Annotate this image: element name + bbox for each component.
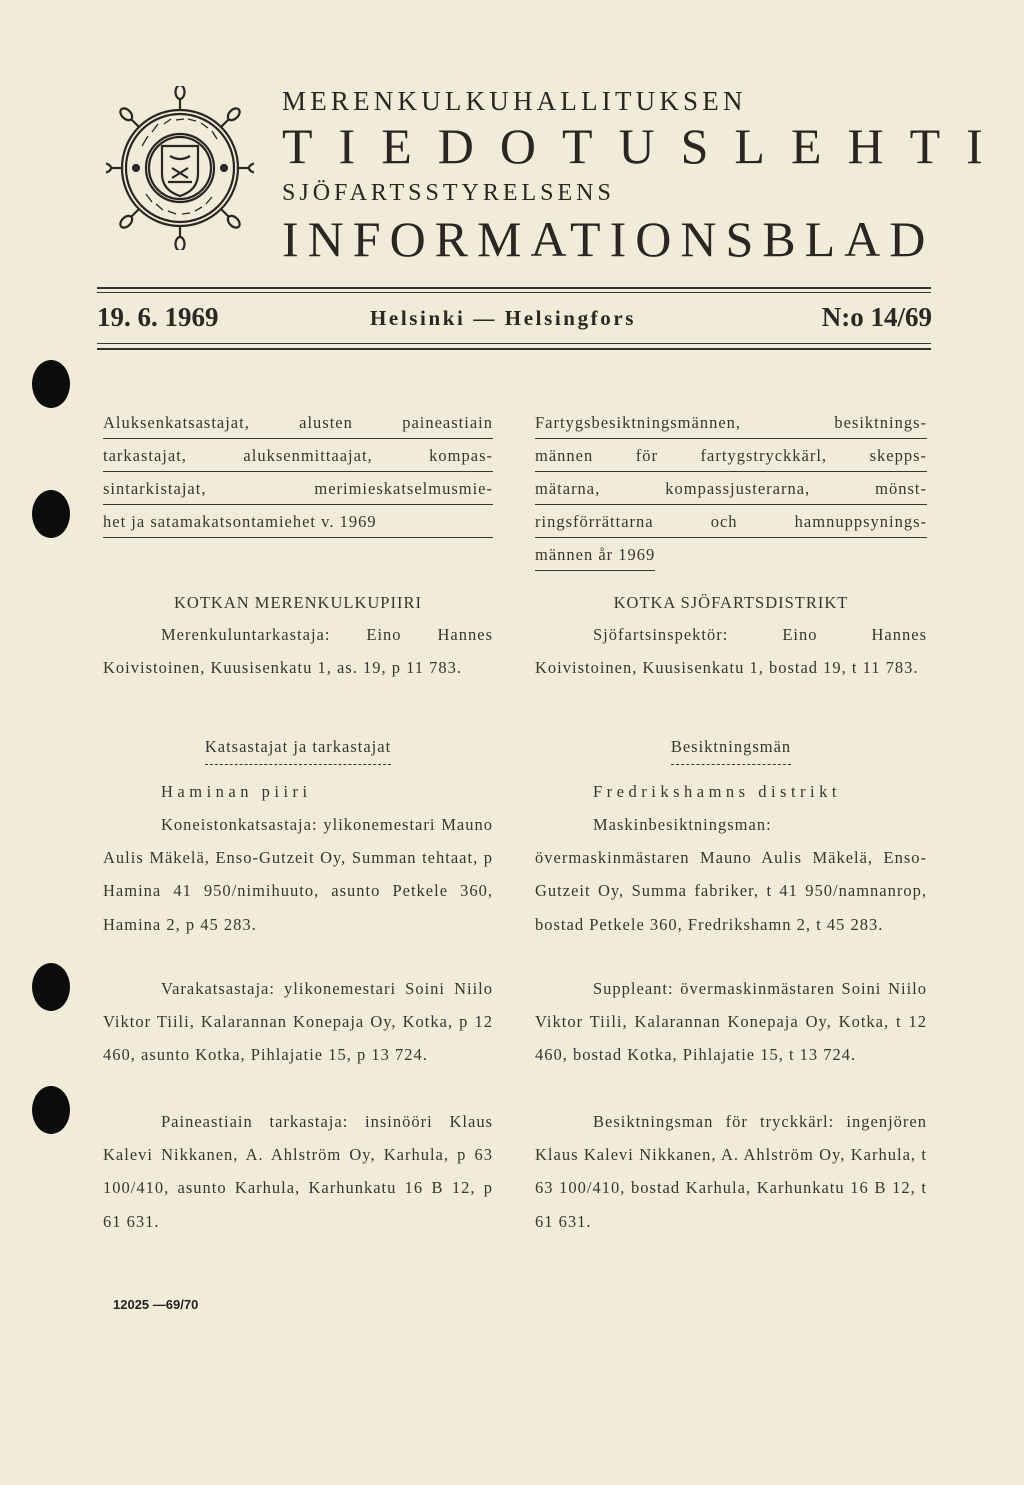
masthead-title-sv: INFORMATIONSBLAD (282, 211, 935, 267)
heading-line: ringsförrättarna och hamnuppsynings- (535, 505, 927, 538)
ship-wheel-seal-icon (106, 86, 254, 250)
subdistrict-title: Haminan piiri (161, 782, 312, 801)
divider (97, 292, 931, 293)
masthead-line-1: MERENKULKUHALLITUKSEN (282, 86, 747, 116)
entry-paragraph: Varakatsastaja: ylikonemestari Soini Niilo Viktor Tiili, Kalarannan Konepaja Oy, Kotka, p 12 460, asunto Kotka, Pihlajatie 15, p 13 724. (103, 979, 493, 1065)
subheading-text: Katsastajat ja tarkastajat (205, 732, 391, 765)
subheading (103, 732, 493, 765)
entry-paragraph: Suppleant: övermaskinmästaren Soini Niilo Viktor Tiili, Kalarannan Konepaja Oy, Kotka, t 12 460, bostad Kotka, Pihlajatie 15, t 13 724. (535, 979, 927, 1065)
divider (97, 287, 931, 289)
heading-line: het ja satamakatsontamiehet v. 1969 (103, 505, 493, 538)
finnish-heading (103, 406, 493, 538)
divider (97, 348, 931, 350)
entry-paragraph: Maskinbesiktningsman: övermaskinmästaren Mauno Aulis Mäkelä, Enso-Gutzeit Oy, Summa fabriker, t 41 950/namnanrop, bostad Petkele 360, Fredrikshamn 2, t 45 283. (535, 815, 927, 934)
punch-hole (32, 1086, 70, 1134)
masthead-line-3: SJÖFARTSSTYRELSENS (282, 180, 615, 206)
punch-hole (32, 963, 70, 1011)
entry-paragraph: Paineastiain tarkastaja: insinööri Klaus Kalevi Nikkanen, A. Ahlström Oy, Karhula, p 63 100/410, asunto Karhula, Karhunkatu 16 B 12, p 61 631. (103, 1112, 493, 1231)
inspector-entry: Sjöfartsinspektör: Eino Hannes Koivistoinen, Kuusisenkatu 1, bostad 19, t 11 783. (535, 625, 927, 678)
punch-hole (32, 360, 70, 408)
heading-line: tarkastajat, aluksenmittaajat, kompas- (103, 439, 493, 472)
entry-paragraph: Koneistonkatsastaja: ylikonemestari Mauno Aulis Mäkelä, Enso-Gutzeit Oy, Summan tehtaat, p Hamina 41 950/nimihuuto, asunto Petkele 360, Hamina 2, p 45 283. (103, 815, 493, 934)
subheading (535, 732, 927, 765)
subdistrict-title: Fredrikshamns distrikt (593, 782, 841, 801)
district-title: KOTKAN MERENKULKUPIIRI (174, 593, 422, 612)
district-title: KOTKA SJÖFARTSDISTRIKT (613, 593, 849, 612)
print-code: 12025 —69/70 (113, 1297, 199, 1312)
masthead-title-fi: TIEDOTUSLEHTI (282, 118, 1009, 174)
heading-line: männen år 1969 (535, 538, 655, 571)
heading-line: männen för fartygstryckkärl, skepps- (535, 439, 927, 472)
inspector-entry: Merenkuluntarkastaja: Eino Hannes Koivistoinen, Kuusisenkatu 1, as. 19, p 11 783. (103, 625, 493, 678)
heading-line: Fartygsbesiktningsmännen, besiktnings- (535, 406, 927, 439)
heading-line: mätarna, kompassjusterarna, mönst- (535, 472, 927, 505)
divider (97, 343, 931, 344)
swedish-heading (535, 406, 927, 571)
issue-number: N:o 14/69 (821, 302, 932, 332)
issue-date: 19. 6. 1969 (97, 302, 219, 332)
heading-line: Aluksenkatsastajat, alusten paineastiain (103, 406, 493, 439)
heading-line: sintarkistajat, merimieskatselmusmie- (103, 472, 493, 505)
issue-place: Helsinki — Helsingfors (370, 306, 637, 330)
subheading-text: Besiktningsmän (671, 732, 791, 765)
entry-paragraph: Besiktningsman för tryckkärl: ingenjören Klaus Kalevi Nikkanen, A. Ahlström Oy, Karhula, t 63 100/410, bostad Karhula, Karhunkatu 16 B 12, t 61 631. (535, 1112, 927, 1231)
punch-hole (32, 490, 70, 538)
